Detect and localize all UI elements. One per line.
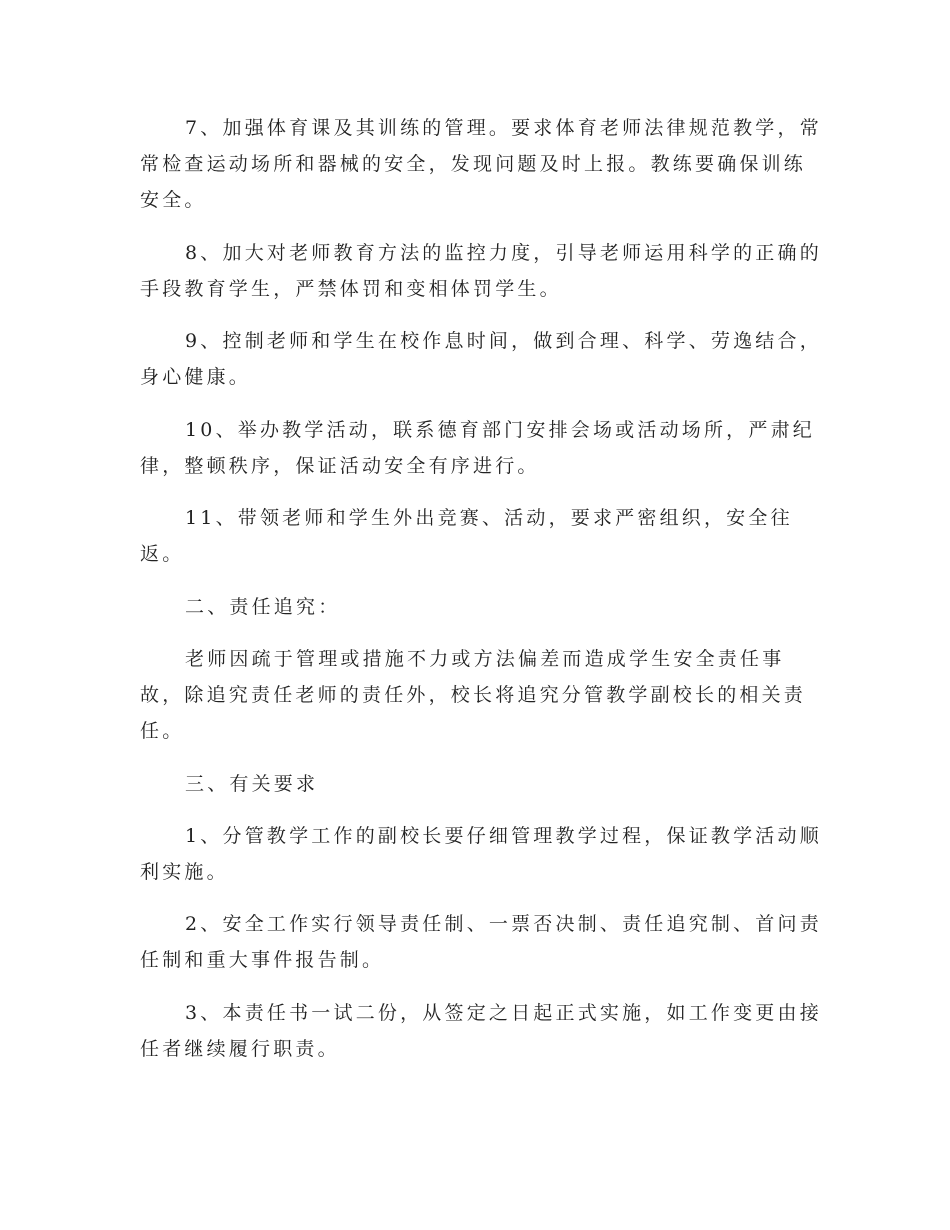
paragraph-item-8 — [140, 235, 822, 307]
paragraph-item-11 — [140, 500, 808, 572]
paragraph-line: 任制和重大事件报告制。 — [140, 949, 385, 971]
paragraph-line: 身心健康。 — [140, 366, 252, 388]
paragraph-line: 10、举办教学活动，联系德育部门安排会场或活动场所，严肃纪 — [185, 419, 815, 441]
paragraph-line: 返。 — [140, 543, 185, 565]
paragraph-line: 常检查运动场所和器械的安全，发现问题及时上报。教练要确保训练 — [140, 153, 807, 175]
paragraph-line: 11、带领老师和学生外出竞赛、活动，要求严密组织，安全往 — [185, 507, 793, 529]
paragraph-item-9 — [140, 323, 822, 395]
paragraph-line: 老师因疏于管理或措施不力或方法偏差而造成学生安全责任事 — [185, 648, 785, 670]
paragraph-line: 利实施。 — [140, 861, 229, 883]
paragraph-item-7 — [140, 110, 822, 218]
paragraph-line: 律，整顿秩序，保证活动安全有序进行。 — [140, 455, 540, 477]
paragraph-line: 手段教育学生，严禁体罚和变相体罚学生。 — [140, 278, 562, 300]
paragraph-line: 任者继续履行职责。 — [140, 1038, 340, 1060]
paragraph-line: 3、本责任书一试二份，从签定之日起正式实施，如工作变更由接 — [185, 1002, 822, 1024]
paragraph-req-1 — [140, 818, 822, 890]
paragraph-req-3 — [140, 995, 822, 1067]
section-heading-responsibility — [140, 589, 808, 625]
paragraph-line: 2、安全工作实行领导责任制、一票否决制、责任追究制、首问责 — [185, 913, 822, 935]
paragraph-line: 任。 — [140, 720, 185, 742]
paragraph-line: 故，除追究责任老师的责任外，校长将追究分管教学副校长的相关责 — [140, 684, 807, 706]
paragraph-line: 8、加大对老师教育方法的监控力度，引导老师运用科学的正确的 — [185, 242, 822, 264]
paragraph-item-10 — [140, 412, 815, 484]
paragraph-line: 7、加强体育课及其训练的管理。要求体育老师法律规范教学，常 — [185, 117, 822, 139]
paragraph-line: 1、分管教学工作的副校长要仔细管理教学过程，保证教学活动顺 — [185, 825, 822, 847]
paragraph-line: 安全。 — [140, 189, 207, 211]
section-heading: 二、责任追究： — [185, 596, 341, 618]
paragraph-line: 9、控制老师和学生在校作息时间，做到合理、科学、劳逸结合， — [185, 330, 822, 352]
paragraph-req-2 — [140, 906, 822, 978]
section-heading: 三、有关要求 — [185, 773, 319, 795]
section-heading-requirements — [140, 766, 808, 802]
paragraph-responsibility — [140, 641, 808, 749]
